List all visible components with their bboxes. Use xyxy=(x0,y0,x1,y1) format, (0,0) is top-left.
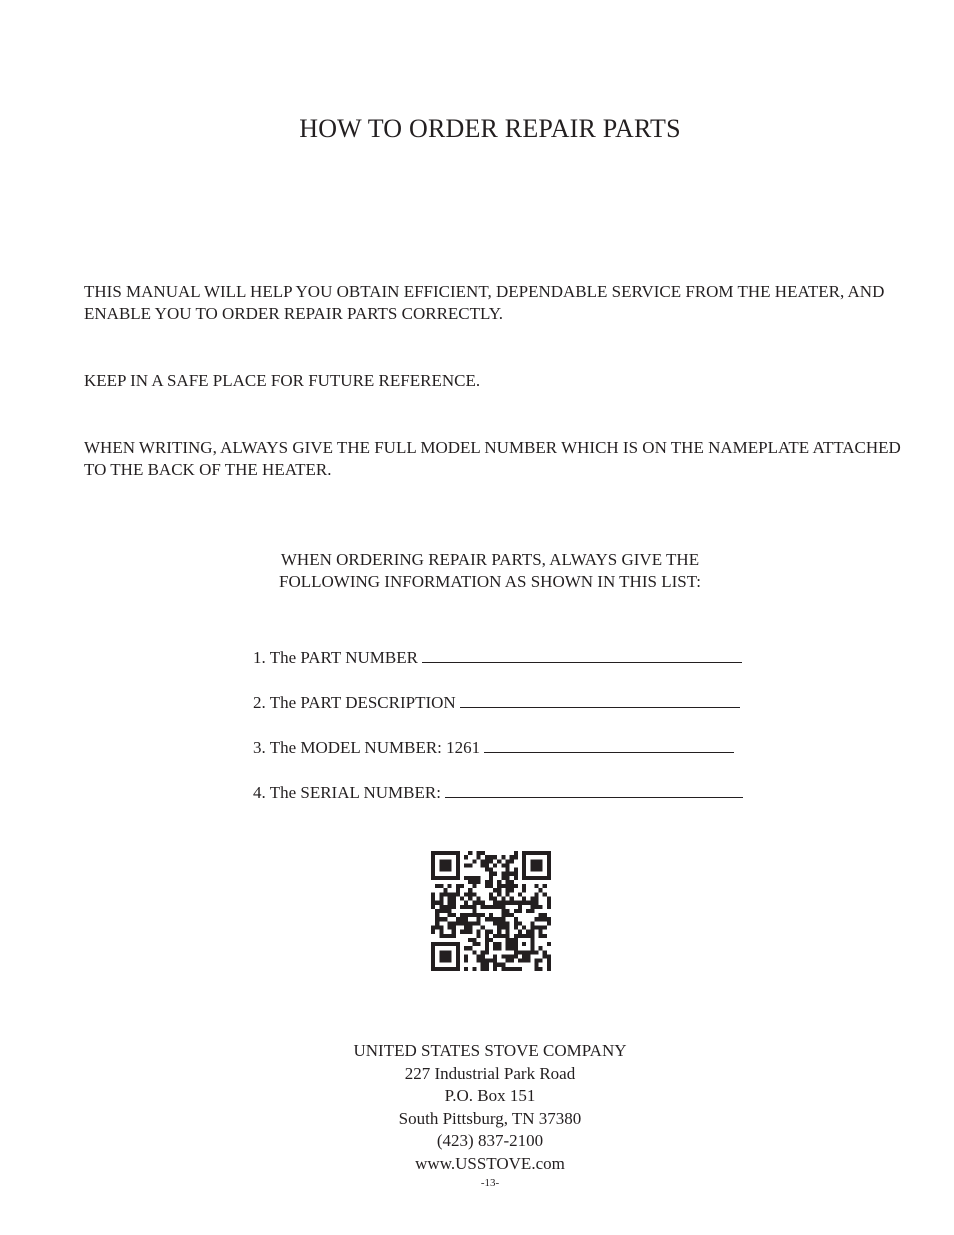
keep-safe-paragraph: KEEP IN A SAFE PLACE FOR FUTURE REFERENCE. xyxy=(84,371,481,390)
intro-paragraph: THIS MANUAL WILL HELP YOU OBTAIN EFFICIENT, DEPENDABLE SERVICE FROM THE HEATER, AND ENABLE YOU TO ORDER REPAIR PARTS CORRECTLY. xyxy=(84,282,885,323)
fill-in-line xyxy=(484,735,734,753)
ordering-line-2: FOLLOWING INFORMATION AS SHOWN IN THIS LIST: xyxy=(279,572,701,591)
company-website[interactable]: www.USSTOVE.com xyxy=(415,1153,565,1173)
ordering-line-1: WHEN ORDERING REPAIR PARTS, ALWAYS GIVE THE xyxy=(280,550,700,569)
company-address xyxy=(290,1040,690,1175)
fill-in-line xyxy=(460,690,740,708)
ordering-instructions xyxy=(190,549,790,593)
field-label: 4. The SERIAL NUMBER: xyxy=(253,783,441,802)
field-label: 2. The PART DESCRIPTION xyxy=(253,693,456,712)
model-number-field xyxy=(253,735,773,780)
part-description-field xyxy=(253,690,773,735)
part-number-field xyxy=(253,645,773,690)
company-street: 227 Industrial Park Road xyxy=(404,1063,576,1083)
qr-code-icon xyxy=(431,851,551,971)
order-info-list xyxy=(253,645,773,825)
company-name: UNITED STATES STOVE COMPANY xyxy=(353,1041,627,1060)
field-label: 1. The PART NUMBER xyxy=(253,648,418,667)
page-title: HOW TO ORDER REPAIR PARTS xyxy=(299,114,681,143)
fill-in-line xyxy=(445,780,743,798)
company-po-box: P.O. Box 151 xyxy=(444,1086,536,1105)
model-number-paragraph: WHEN WRITING, ALWAYS GIVE THE FULL MODEL NUMBER WHICH IS ON THE NAMEPLATE ATTACHED TO THE BACK OF THE HEATER. xyxy=(84,438,901,479)
company-city: South Pittsburg, TN 37380 xyxy=(398,1108,582,1128)
fill-in-line xyxy=(422,645,742,663)
serial-number-field xyxy=(253,780,773,825)
field-label: 3. The MODEL NUMBER: 1261 xyxy=(253,738,481,757)
page-number: -13- xyxy=(480,1177,500,1189)
company-phone: (423) 837-2100 xyxy=(436,1131,544,1150)
